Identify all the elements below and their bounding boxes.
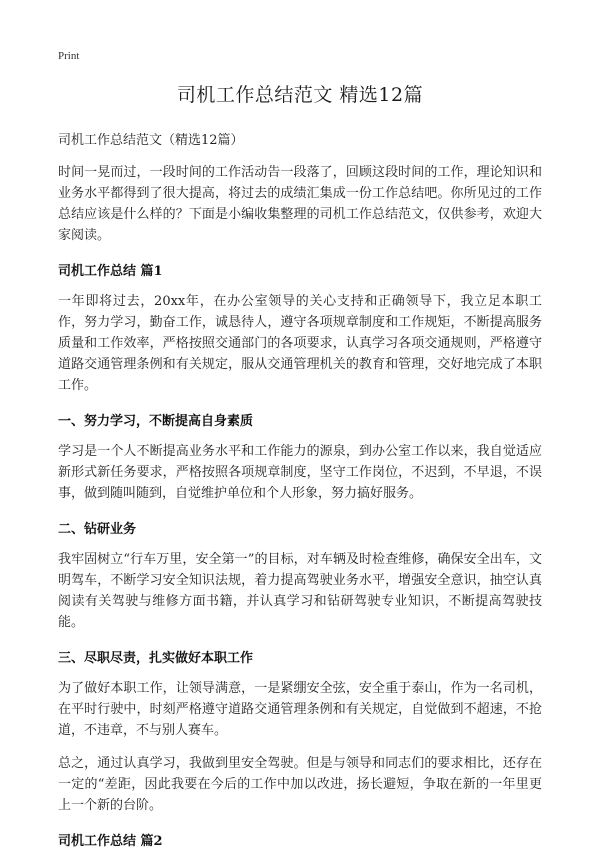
section1-heading: 一、努力学习，不断提高自身素质 <box>58 414 254 429</box>
part2-heading: 司机工作总结 篇2 <box>58 834 163 849</box>
print-label: Print <box>58 50 80 62</box>
intro-paragraph: 时间一晃而过，一段时间的工作活动告一段落了，回顾这段时间的工作，理论知识和业务水平都得到了很大提高，将过去的成绩汇集成一份工作总结吧。你所见过的工作总结应该是什么样的？下面是小编收集整理的司机工作总结范文，仅供参考，欢迎大家阅读。 <box>58 165 542 243</box>
section2-heading: 二、钻研业务 <box>58 522 137 537</box>
conclusion-paragraph: 总之，通过认真学习，我做到里安全驾驶。但是与领导和同志们的要求相比，还存在一定的“差距，因此我要在今后的工作中加以改进，扬长避短，争取在新的一年里更上一个新的台阶。 <box>58 756 542 813</box>
section1-paragraph: 学习是一个人不断提高业务水平和工作能力的源泉，到办公室工作以来，我自觉适应新形式新任务要求，严格按照各项规章制度，坚守工作岗位，不迟到，不早退，不误事，做到随叫随到，自觉维护单位和个人形象，努力搞好服务。 <box>58 444 542 501</box>
document-subtitle: 司机工作总结范文（精选12篇） <box>58 133 244 148</box>
section3-paragraph: 为了做好本职工作，让领导满意，一是紧绷安全弦，安全重于泰山，作为一名司机，在平时行驶中，时刻严格遵守道路交通管理条例和有关规定，自觉做到不超速，不抢道，不违章，不与别人赛车。 <box>58 681 542 738</box>
document-title: 司机工作总结范文 精选12篇 <box>176 84 424 106</box>
section2-paragraph: 我牢固树立“行车万里，安全第一”的目标，对车辆及时检查维修，确保安全出车，文明驾车，不断学习安全知识法规，着力提高驾驶业务水平，增强安全意识，抽空认真阅读有关驾驶与维修方面书籍，并认真学习和钻研驾驶专业知识，不断提高驾驶技能。 <box>58 552 542 630</box>
part1-intro-paragraph: 一年即将过去，20xx年，在办公室领导的关心支持和正确领导下，我立足本职工作，努力学习，勤奋工作，诚恳待人，遵守各项规章制度和工作规矩，不断提高服务质量和工作效率，严格按照交通部门的各项要求，认真学习各项交通规则，严格遵守道路交通管理条例和有关规定，服从交通管理机关的教育和管理，交好地完成了本职工作。 <box>58 294 542 393</box>
part1-heading: 司机工作总结 篇1 <box>58 264 163 279</box>
section3-heading: 三、尽职尽责，扎实做好本职工作 <box>58 651 254 666</box>
